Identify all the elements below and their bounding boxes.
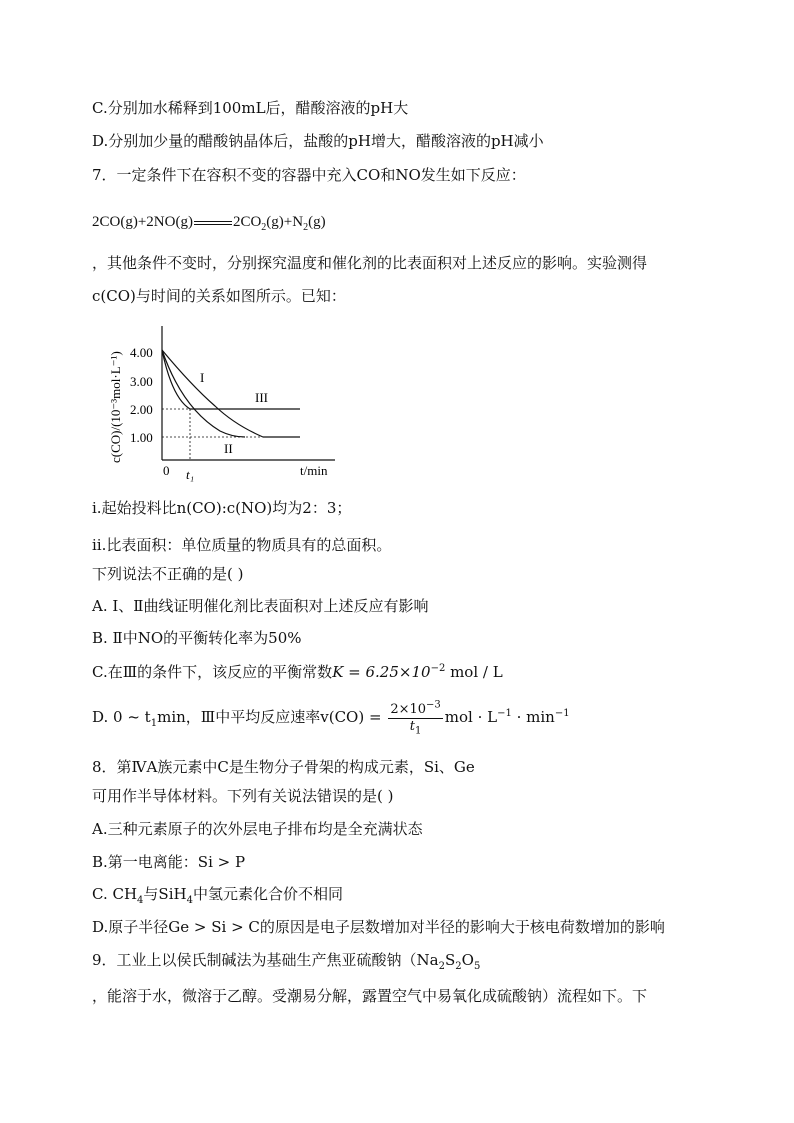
question-7-prompt: 下列说法不正确的是( )	[92, 565, 244, 583]
option-8b: B.第一电离能：Si > P	[92, 853, 246, 871]
option-7a: A. Ⅰ、Ⅱ曲线证明催化剂比表面积对上述反应有影响	[92, 597, 429, 615]
y-tick-1: 1.00	[130, 430, 153, 445]
x-tick-t1: t₁	[186, 467, 195, 482]
origin-label: 0	[163, 463, 170, 478]
y-tick-3: 3.00	[130, 374, 153, 389]
question-8-stem: 8．第ⅣA族元素中C是生物分子骨架的构成元素，Si、Ge	[92, 758, 475, 776]
known-ii: ⅱ.比表面积：单位质量的物质具有的总面积。	[92, 536, 392, 554]
option-7c: C.在Ⅲ的条件下，该反应的平衡常数$K = 6.25\times 10^{-2}$ mol / L	[92, 663, 503, 681]
reaction-equation: 2CO(g)+2NO(g) $2CO_2(g)+N_2(g)$	[92, 214, 326, 233]
curve-II	[162, 350, 245, 437]
y-tick-2: 2.00	[130, 402, 153, 417]
rate-fraction: $\frac{2\times 10^{-3}}{t_1}$	[390, 699, 441, 737]
curve-III	[162, 350, 300, 409]
question-9-stem: 9．工业上以侯氏制碱法为基础生产焦亚硫酸钠（$Na_2S_2O_5$	[92, 951, 481, 972]
y-tick-4: 4.00	[130, 345, 153, 360]
option-7b: B. Ⅱ中NO的平衡转化率为50%	[92, 629, 302, 647]
option-8a: A.三种元素原子的次外层电子排布均是全充满状态	[92, 820, 423, 838]
curve-label-II: II	[224, 441, 233, 456]
option-6c: C.分别加水稀释到100mL后，醋酸溶液的pH大	[92, 99, 409, 117]
question-7-stem: 7．一定条件下在容积不变的容器中充入CO和NO发生如下反应：	[92, 166, 526, 184]
y-axis-label: c(CO)/(10⁻³mol·L⁻¹)	[108, 351, 123, 463]
option-8d: D.原子半径Ge > Si > C的原因是电子层数增加对半径的影响大于核电荷数增加的影响	[92, 918, 665, 936]
option-8c: C. $CH_4$与SiH$_4$中氢元素化合价不相同	[92, 885, 343, 906]
co-concentration-chart	[100, 318, 350, 488]
option-7d: D. 0 ~ $t_1\min$，Ⅲ中平均反应速率v(CO) = $\frac{2\times 10^{-3}}{t_1}$ mol · $L^{-1} \cdot \min^{-1}$	[92, 699, 570, 737]
question-9-stem-cont: ，能溶于水，微溶于乙醇。受潮易分解，露置空气中易氧化成硫酸钠）流程如下。下	[92, 987, 648, 1005]
curve-label-III: III	[255, 390, 268, 405]
option-6d: D.分别加少量的醋酸钠晶体后，盐酸的pH增大，醋酸溶液的pH减小	[92, 132, 544, 150]
curve-label-I: I	[200, 370, 205, 385]
question-7-condition: ，其他条件不变时，分别探究温度和催化剂的比表面积对上述反应的影响。实验测得	[92, 254, 648, 272]
x-axis-label: t/min	[300, 463, 328, 478]
known-i: ⅰ.起始投料比n(CO):c(NO)均为2：3；	[92, 499, 352, 517]
question-8-stem-cont: 可用作半导体材料。下列有关说法错误的是( )	[92, 787, 394, 805]
question-7-relation: c(CO)与时间的关系如图所示。已知：	[92, 287, 346, 305]
